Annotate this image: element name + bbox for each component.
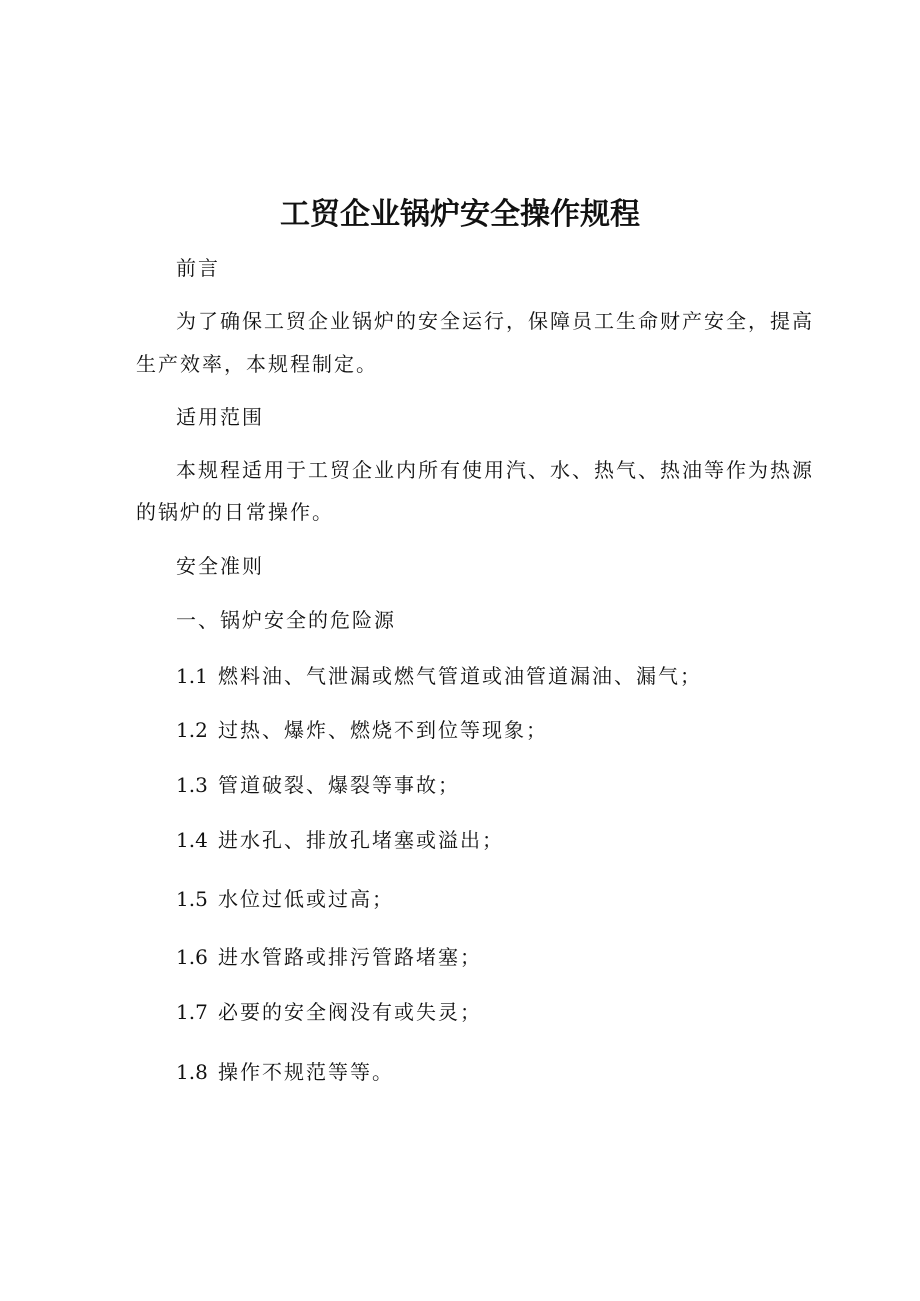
list-item-number: 1.3	[176, 773, 208, 797]
list-item-text: 水位过低或过高；	[218, 887, 394, 911]
scope-heading: 适用范围	[176, 405, 264, 429]
list-item	[176, 715, 548, 745]
rules-heading: 安全准则	[176, 554, 264, 578]
list-item-number: 1.4	[176, 828, 208, 852]
list-item-text: 进水管路或排污管路堵塞；	[218, 945, 482, 969]
list-item	[176, 661, 702, 691]
preface-paragraph-line-1: 为了确保工贸企业锅炉的安全运行，保障员工生命财产安全，提高	[176, 309, 814, 333]
list-item-number: 1.6	[176, 945, 208, 969]
document-title: 工贸企业锅炉安全操作规程	[280, 197, 640, 232]
list-item-text: 操作不规范等等。	[218, 1060, 394, 1084]
preface-heading: 前言	[176, 256, 220, 280]
scope-paragraph-line-2: 的锅炉的日常操作。	[136, 500, 334, 524]
list-item-number: 1.5	[176, 887, 208, 911]
preface-paragraph-line-2: 生产效率，本规程制定。	[136, 352, 378, 376]
list-item	[176, 942, 482, 972]
list-item-text: 进水孔、排放孔堵塞或溢出；	[218, 828, 504, 852]
list-item	[176, 884, 394, 914]
section-heading: 一、锅炉安全的危险源	[176, 608, 396, 632]
list-item	[176, 825, 504, 855]
list-item	[176, 1057, 394, 1087]
list-item	[176, 770, 460, 800]
list-item-number: 1.7	[176, 1000, 208, 1024]
scope-paragraph-line-1: 本规程适用于工贸企业内所有使用汽、水、热气、热油等作为热源	[176, 458, 814, 482]
list-item-text: 管道破裂、爆裂等事故；	[218, 773, 460, 797]
list-item-text: 过热、爆炸、燃烧不到位等现象；	[218, 718, 548, 742]
list-item-text: 燃料油、气泄漏或燃气管道或油管道漏油、漏气；	[218, 664, 702, 688]
list-item-text: 必要的安全阀没有或失灵；	[218, 1000, 482, 1024]
list-item	[176, 997, 482, 1027]
list-item-number: 1.8	[176, 1060, 208, 1084]
list-item-number: 1.2	[176, 718, 208, 742]
list-item-number: 1.1	[176, 664, 208, 688]
